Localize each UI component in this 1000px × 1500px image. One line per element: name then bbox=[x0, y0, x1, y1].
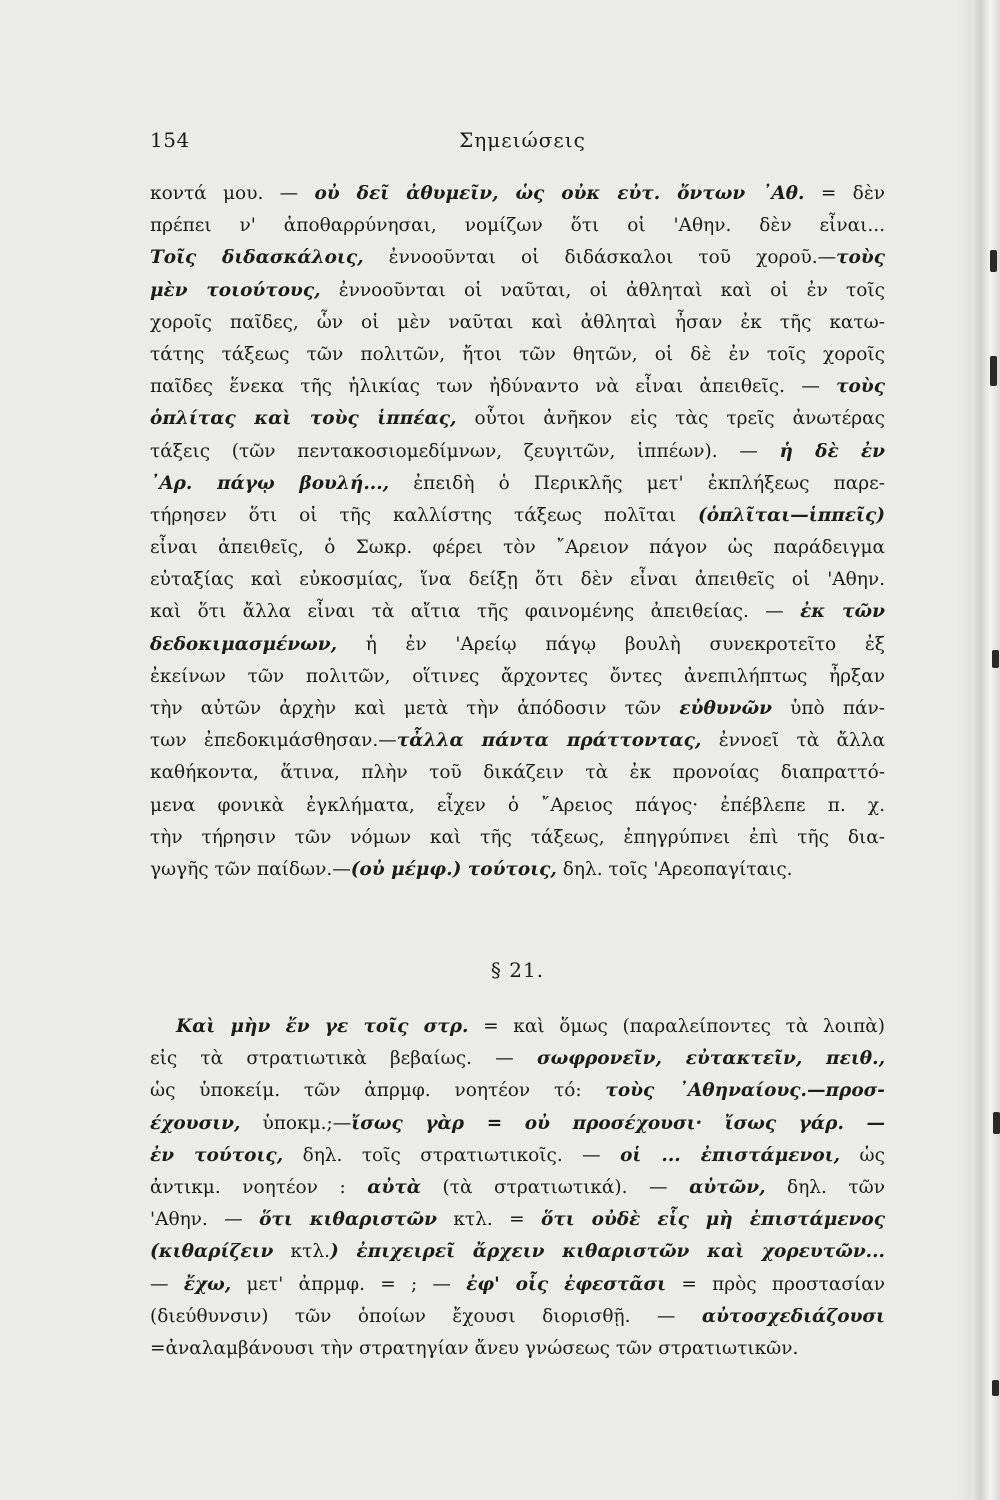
gloss-text: χοροῖς παῖδες, ὧν οἱ μὲν ναῦται καὶ ἀθληταὶ ἦσαν ἐκ τῆς κατω- bbox=[150, 311, 885, 333]
gloss-text: ἀντικμ. νοητέον : bbox=[150, 1176, 368, 1198]
lemma-text: (οὐ μέμφ.) τούτοις, bbox=[350, 858, 557, 880]
text-line bbox=[150, 242, 885, 274]
lemma-text: ) ἐπιχειρεῖ ἄρχειν κιθαριστῶν καὶ χορευτῶν... bbox=[329, 1241, 885, 1263]
margin-mark bbox=[990, 356, 997, 386]
text-line bbox=[150, 564, 885, 596]
lemma-text: σωφρονεῖν, εὐτακτεῖν, πειθ., bbox=[536, 1048, 886, 1070]
gloss-text: =ἀναλαμβάνουσι τὴν στρατηγίαν ἄνευ γνώσεως τῶν στρατιωτικῶν. bbox=[150, 1337, 799, 1359]
lemma-text: Τοῖς διδασκάλοις, bbox=[150, 247, 364, 269]
margin-mark bbox=[993, 1112, 1000, 1134]
gloss-text: (διεύθυνσιν) τῶν ὁποίων ἔχουσι διορισθῇ. — bbox=[150, 1305, 702, 1327]
text-line bbox=[150, 468, 885, 500]
lemma-text: τἆλλα πάντα πράττοντας, bbox=[396, 730, 702, 752]
gloss-text: καὶ ὅτι ἄλλα εἶναι τὰ αἴτια τῆς φαινομένης ἀπειθείας. — bbox=[150, 601, 801, 623]
lemma-text: αὐτὰ bbox=[367, 1176, 422, 1198]
text-line bbox=[150, 532, 885, 564]
gloss-text: των ἐπεδοκιμάσθησαν.— bbox=[150, 730, 397, 752]
lemma-text: (ὁπλῖται—ἱππεῖς) bbox=[698, 504, 885, 526]
lemma-text: έχουσιν, bbox=[150, 1112, 241, 1134]
gloss-text: ἐννοοῦνται οἱ διδάσκαλοι τοῦ χοροῦ.— bbox=[363, 247, 837, 269]
gloss-text: τάτης τάξεως τῶν πολιτῶν, ἤτοι τῶν θητῶν, οἱ δὲ ἐν τοῖς χοροῖς bbox=[150, 343, 885, 365]
gloss-text: πρέπει ν' ἀποθαρρύνησαι, νομίζων ὅτι οἱ 'Αθην. δὲν εἶναι... bbox=[150, 215, 885, 237]
lemma-text: ἐκ τῶν bbox=[800, 601, 885, 623]
lemma-text: τοὺς bbox=[836, 247, 885, 269]
gloss-text: ἐννοεῖ τὰ ἄλλα bbox=[701, 730, 885, 752]
page-number: 154 bbox=[150, 128, 190, 152]
lemma-text: οἱ ... ἐπιστάμενοι, bbox=[620, 1144, 841, 1166]
text-line bbox=[150, 371, 885, 403]
text-line bbox=[150, 275, 885, 307]
gloss-text: μενα φονικὰ ἐγκλήματα, εἶχεν ὁ ῎Αρειος πάγος· ἐπέβλεπε π. χ. bbox=[150, 794, 885, 816]
lemma-text: οὐ δεῖ ἀθυμεῖν, ὡς οὐκ εὐτ. ὄντων ᾿Αθ. bbox=[314, 183, 805, 204]
text-line bbox=[150, 1269, 885, 1301]
text-line bbox=[150, 629, 885, 661]
gloss-text: ὡς ὑποκείμ. τῶν ἀπρμφ. νοητέον τό: bbox=[150, 1080, 606, 1102]
text-line bbox=[150, 178, 885, 210]
lemma-text: ὅτι κιθαριστῶν bbox=[259, 1209, 437, 1231]
gloss-text: ὡς bbox=[840, 1144, 885, 1166]
gloss-text: κοντά μου. — bbox=[150, 183, 315, 204]
margin-mark bbox=[992, 650, 999, 668]
gloss-text: εἶναι ἀπειθεῖς, ὁ Σωκρ. φέρει τὸν ῎Αρειον πάγον ὡς παράδειγμα bbox=[150, 537, 885, 559]
lemma-text: ἐφ' οἷς ἐφεστᾶσι bbox=[466, 1273, 667, 1295]
lemma-text: αὐτῶν, bbox=[689, 1176, 766, 1198]
lemma-text: αὐτοσχεδιάζουσι bbox=[701, 1305, 885, 1327]
lemma-text: μὲν τοιούτους, bbox=[150, 279, 321, 301]
section-21-block bbox=[150, 1011, 885, 1365]
text-line bbox=[150, 436, 885, 468]
gloss-text: = πρὸς προστασίαν bbox=[666, 1273, 885, 1295]
lemma-text: ὁπλίτας καὶ τοὺς ἱππέας, bbox=[150, 408, 457, 430]
gloss-text: δηλ. τῶν bbox=[765, 1176, 886, 1198]
margin-mark bbox=[990, 250, 997, 272]
gloss-text: ὑποκμ.;— bbox=[240, 1112, 352, 1134]
gloss-text: 'Αθην. — bbox=[150, 1209, 260, 1231]
gloss-text: εἰς τὰ στρατιωτικὰ βεβαίως. — bbox=[150, 1048, 537, 1070]
gloss-text: — bbox=[150, 1273, 184, 1295]
text-line bbox=[150, 1108, 885, 1140]
text-line bbox=[150, 1301, 885, 1333]
text-line bbox=[150, 307, 885, 339]
lemma-text: Καὶ μὴν ἔν γε τοῖς στρ. bbox=[176, 1016, 469, 1037]
gloss-text: ἐννοοῦνται οἱ ναῦται, οἱ ἀθληταὶ καὶ οἱ ἐν τοῖς bbox=[320, 279, 885, 301]
text-line bbox=[150, 1172, 885, 1204]
gloss-text: τὴν τήρησιν τῶν νόμων καὶ τῆς τάξεως, ἐπηγρύπνει ἐπὶ τῆς δια- bbox=[150, 826, 885, 848]
gloss-text: κτλ. = bbox=[436, 1209, 541, 1231]
gloss-text: καθήκοντα, ἅτινα, πλὴν τοῦ δικάζειν τὰ ἐκ προνοίας διαπραττό- bbox=[150, 762, 885, 784]
notes-block bbox=[150, 178, 885, 886]
text-line bbox=[150, 790, 885, 822]
lemma-text: ἴσως γὰρ = οὐ προσέχουσι· ἴσως γάρ. — bbox=[351, 1112, 885, 1134]
gloss-text: εὐταξίας καὶ εὐκοσμίας, ἵνα δείξῃ ὅτι δὲν εἶναι ἀπειθεῖς οἱ 'Αθην. bbox=[150, 569, 885, 591]
running-head bbox=[150, 128, 895, 162]
running-title: Σημειώσεις bbox=[459, 128, 586, 152]
text-line bbox=[150, 757, 885, 789]
lemma-text: τοὺς ᾿Αθηναίους.—προσ- bbox=[605, 1080, 885, 1102]
gloss-text: τήρησεν ὅτι οἱ τῆς καλλίστης τάξεως πολῖται bbox=[150, 504, 699, 526]
gloss-text: τὴν αὐτῶν ἀρχὴν καὶ μετὰ τὴν ἀπόδοσιν τῶν bbox=[150, 698, 680, 719]
gloss-text: τάξεις (τῶν πεντακοσιομεδίμνων, ζευγιτῶν, ἱππέων). — bbox=[150, 440, 780, 462]
text-line bbox=[150, 500, 885, 532]
gloss-text: δηλ. τοῖς 'Αρεοπαγίταις. bbox=[556, 858, 793, 880]
lemma-text: δεδοκιμασμένων, bbox=[150, 633, 338, 655]
lemma-text: (κιθαρίζειν bbox=[150, 1241, 274, 1263]
text-line bbox=[150, 822, 885, 854]
section-heading: § 21. bbox=[490, 958, 545, 982]
gloss-text: κτλ. bbox=[273, 1241, 330, 1263]
gloss-text: = δὲν bbox=[804, 183, 885, 204]
gloss-text: ἐπειδὴ ὁ Περικλῆς μετ' ἐκπλήξεως παρε- bbox=[389, 472, 885, 494]
lemma-text: ᾿Αρ. πάγῳ βουλή..., bbox=[150, 472, 390, 494]
gloss-text: παῖδες ἕνεκα τῆς ἡλικίας των ἠδύναντο νὰ εἶναι ἀπειθεῖς. — bbox=[150, 376, 837, 398]
gloss-text: γωγῆς τῶν παίδων.— bbox=[150, 858, 351, 880]
margin-mark bbox=[992, 1380, 999, 1396]
text-line bbox=[150, 210, 885, 242]
text-line bbox=[150, 693, 885, 725]
text-line bbox=[150, 596, 885, 628]
lemma-text: ἔχω, bbox=[183, 1273, 232, 1295]
page-edge bbox=[972, 0, 1000, 1500]
gloss-text: (τὰ στρατιωτικά). — bbox=[421, 1176, 690, 1198]
text-line bbox=[150, 725, 885, 757]
text-line bbox=[150, 854, 885, 886]
lemma-text: ὅτι οὐδὲ εἷς μὴ ἐπιστάμενος bbox=[540, 1209, 885, 1231]
text-line bbox=[150, 339, 885, 371]
text-line bbox=[150, 1204, 885, 1236]
text-line bbox=[150, 1043, 885, 1075]
text-line bbox=[150, 1075, 885, 1107]
lemma-text: εὐθυνῶν bbox=[679, 698, 772, 719]
text-line bbox=[150, 1333, 885, 1365]
text-line bbox=[150, 1011, 885, 1043]
gloss-text: ἐκείνων τῶν πολιτῶν, οἵτινες ἄρχοντες ὄντες ἀνεπιλήπτως ἦρξαν bbox=[150, 665, 885, 687]
text-line bbox=[150, 1236, 885, 1268]
gloss-text: μετ' ἀπρμφ. = ; — bbox=[231, 1273, 467, 1295]
text-line bbox=[150, 1140, 885, 1172]
lemma-text: τοὺς bbox=[836, 376, 885, 398]
gloss-text: δηλ. τοῖς στρατιωτικοῖς. — bbox=[283, 1144, 621, 1166]
gloss-text: οὗτοι ἀνῆκον εἰς τὰς τρεῖς ἀνωτέρας bbox=[456, 408, 885, 430]
lemma-text: ἐν τούτοις, bbox=[150, 1144, 284, 1166]
text-line bbox=[150, 661, 885, 693]
gloss-text: ὑπὸ πάν- bbox=[771, 698, 885, 719]
lemma-text: ἡ δὲ ἐν bbox=[779, 440, 885, 462]
text-line bbox=[150, 403, 885, 435]
gloss-text: ἡ ἐν 'Αρείῳ πάγῳ βουλὴ συνεκροτεῖτο ἐξ bbox=[337, 633, 885, 655]
gloss-text: = καὶ ὅμως (παραλείποντες τὰ λοιπὰ) bbox=[468, 1016, 885, 1037]
